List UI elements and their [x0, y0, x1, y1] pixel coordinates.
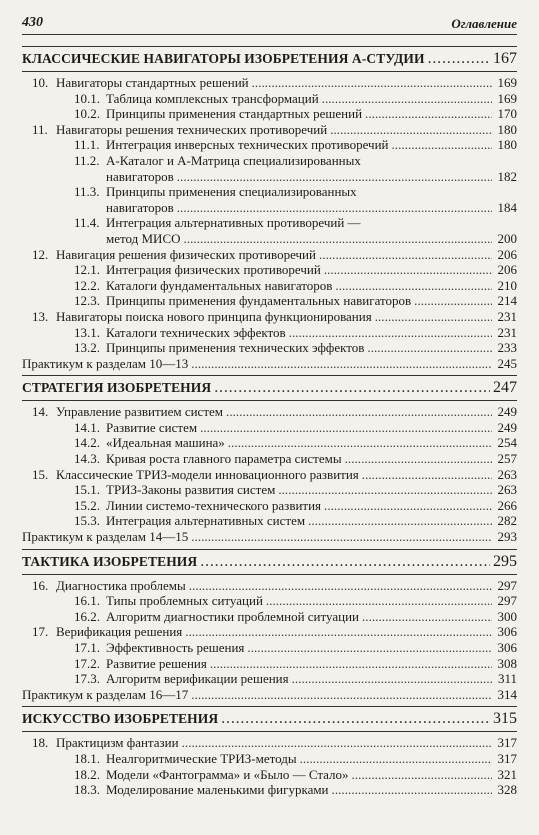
leader-dots [332, 782, 492, 798]
entry-page: 306 [497, 640, 517, 655]
leader-dots [292, 671, 492, 687]
entry-page: 308 [497, 655, 517, 671]
table-of-contents [22, 46, 517, 801]
leader-dots [226, 404, 492, 420]
toc-section [22, 375, 517, 544]
entry-page: 306 [497, 624, 517, 640]
entry-title: Моделирование маленькими фигурками [106, 782, 329, 798]
entry-page: 321 [497, 766, 517, 782]
section-page: 247 [493, 379, 517, 397]
entry-number: 16. [32, 577, 49, 593]
entry-page: 263 [497, 482, 517, 498]
leader-dots [189, 578, 492, 594]
entry-number: 15.2. [74, 497, 100, 513]
toc-entry [22, 593, 517, 609]
entry-title: Каталоги технических эффектов [106, 324, 286, 340]
entry-page: 257 [497, 451, 517, 467]
entry-page: 300 [497, 608, 517, 624]
entry-page: 317 [497, 750, 517, 766]
toc-entry [22, 751, 517, 767]
entry-title: Классические ТРИЗ-модели инновационного развития [56, 466, 359, 482]
entry-page: 170 [497, 106, 517, 122]
entry-number: 13.1. [74, 324, 100, 340]
leader-dots [210, 656, 492, 672]
entry-number: 18.2. [74, 766, 100, 782]
entry-title: Кривая роста главного параметра системы [106, 451, 342, 467]
entry-number: 13.2. [74, 340, 100, 356]
toc-section [22, 46, 517, 371]
entry-title: А-Каталог и А-Матрица специализированных [106, 152, 361, 168]
leader-dots [375, 309, 492, 325]
entry-number: 16.2. [74, 608, 100, 624]
entry-title: Неалгоритмические ТРИЗ-методы [106, 750, 297, 766]
toc-entry [22, 782, 517, 798]
entry-number: 12.2. [74, 277, 100, 293]
toc-entry [22, 262, 517, 278]
toc-entry [22, 640, 517, 656]
toc-entry [22, 404, 517, 420]
entry-title: Типы проблемных ситуаций [106, 593, 263, 609]
entry-page: 263 [497, 466, 517, 482]
leader-dots [221, 707, 490, 731]
leader-dots [392, 137, 493, 153]
entry-number: 15.3. [74, 513, 100, 529]
entry-number: 18.3. [74, 782, 100, 798]
leader-dots [428, 47, 490, 71]
toc-entry [22, 340, 517, 356]
leader-dots [252, 75, 492, 91]
entry-title-continued: навигаторов [106, 168, 174, 184]
entry-title: Навигаторы стандартных решений [56, 75, 249, 90]
entry-title: Принципы применения фундаментальных навигаторов [106, 293, 412, 309]
toc-entry [22, 215, 517, 246]
entry-number: 17.2. [74, 655, 100, 671]
running-header [22, 8, 517, 35]
leader-dots [191, 529, 492, 545]
entry-title: Интеграция альтернативных систем [106, 513, 306, 529]
toc-entry [22, 309, 517, 325]
entry-title: Практикум к разделам 10—13 [22, 355, 189, 371]
entry-page: 293 [497, 529, 517, 545]
section-heading [22, 46, 517, 72]
entry-title: Интеграция альтернативных противоречий — [106, 215, 361, 231]
entry-title: Линии системо-технического развития [106, 497, 322, 513]
leader-dots [200, 420, 492, 436]
entry-title: Развитие систем [106, 419, 198, 435]
entry-number: 10. [32, 75, 49, 90]
toc-entry [22, 609, 517, 625]
toc-entry [22, 687, 517, 703]
entry-number: 18.1. [74, 750, 100, 766]
section-title: ТАКТИКА ИЗОБРЕТЕНИЯ [22, 553, 198, 569]
leader-dots [362, 609, 492, 625]
toc-section [22, 549, 517, 703]
entry-page: 328 [497, 782, 517, 798]
entry-title: Интеграция физических противоречий [106, 262, 321, 278]
leader-dots [200, 550, 490, 574]
entry-number: 14. [32, 404, 49, 420]
toc-entry [22, 153, 517, 184]
section-page: 295 [493, 552, 517, 570]
entry-title: Каталоги фундаментальных навигаторов [106, 277, 333, 293]
section-page: 315 [493, 710, 517, 728]
entry-number: 10.2. [74, 106, 100, 122]
leader-dots [177, 169, 492, 185]
leader-dots [367, 340, 492, 356]
leader-dots [324, 498, 492, 514]
entry-title: Принципы применения технических эффектов [106, 340, 365, 356]
toc-entry [22, 482, 517, 498]
entry-title-continued: навигаторов [106, 199, 174, 215]
leader-dots [228, 435, 492, 451]
entry-title: Практикум к разделам 16—17 [22, 686, 189, 702]
entry-title: Верификация решения [56, 624, 183, 640]
leader-dots [319, 247, 492, 263]
entry-page: 200 [497, 230, 517, 246]
leader-dots [289, 325, 492, 341]
leader-dots [266, 593, 492, 609]
entry-title: Диагностика проблемы [56, 577, 186, 593]
entry-number: 17.3. [74, 671, 100, 687]
entry-title: Принципы применения специализированных [106, 184, 357, 200]
entry-title: Интеграция инверсных технических противоречий [106, 137, 389, 153]
leader-dots [191, 356, 492, 372]
toc-entry [22, 513, 517, 529]
toc-entry [22, 137, 517, 153]
toc-entry [22, 767, 517, 783]
entry-page: 317 [497, 735, 517, 751]
entry-page: 297 [497, 593, 517, 609]
entry-page: 297 [497, 577, 517, 593]
entry-number: 15.1. [74, 482, 100, 498]
entry-title: Практицизм фантазии [56, 735, 179, 751]
entry-page: 169 [497, 90, 517, 106]
toc-entry [22, 91, 517, 107]
leader-dots [365, 106, 492, 122]
entry-number: 11.3. [74, 184, 100, 200]
leader-dots [300, 751, 492, 767]
toc-entry [22, 451, 517, 467]
toc-entry [22, 578, 517, 594]
entry-page: 233 [497, 340, 517, 356]
section-title: КЛАССИЧЕСКИЕ НАВИГАТОРЫ ИЗОБРЕТЕНИЯ А-СТУДИИ [22, 51, 425, 66]
entry-page: 210 [497, 277, 517, 293]
section-title: ИСКУССТВО ИЗОБРЕТЕНИЯ [22, 711, 219, 727]
toc-entry [22, 498, 517, 514]
leader-dots [335, 278, 492, 294]
toc-entry [22, 656, 517, 672]
toc-entry [22, 122, 517, 138]
entry-page: 245 [497, 355, 517, 371]
entry-number: 13. [32, 308, 49, 324]
section-heading [22, 375, 517, 401]
entry-number: 11.1. [74, 137, 100, 153]
entry-number: 12.3. [74, 293, 100, 309]
toc-entry [22, 735, 517, 751]
section-title: СТРАТЕГИЯ ИЗОБРЕТЕНИЯ [22, 380, 212, 396]
leader-dots [185, 624, 492, 640]
toc-entry [22, 75, 517, 91]
toc-entry [22, 325, 517, 341]
toc-entry [22, 247, 517, 263]
entry-page: 249 [497, 419, 517, 435]
entry-title: Навигаторы поиска нового принципа функционирования [56, 308, 372, 324]
entry-title: Принципы применения стандартных решений [106, 106, 363, 122]
toc-entry [22, 184, 517, 215]
entry-title-continued: метод МИСО [106, 230, 181, 246]
entry-title: Навигация решения физических противоречий [56, 246, 316, 262]
entry-page: 206 [497, 262, 517, 278]
entry-page: 184 [497, 199, 517, 215]
entry-page: 182 [497, 168, 517, 184]
entry-page: 266 [497, 497, 517, 513]
entry-number: 17.1. [74, 640, 100, 655]
entry-page: 169 [497, 75, 517, 90]
entry-title: Управление развитием систем [56, 404, 224, 420]
entry-number: 11.2. [74, 152, 100, 168]
section-page: 167 [493, 50, 517, 67]
page-number: 430 [22, 15, 43, 30]
toc-entry [22, 671, 517, 687]
leader-dots [322, 91, 492, 107]
entry-title: Практикум к разделам 14—15 [22, 529, 189, 545]
entry-title: Эффективность решения [106, 640, 245, 655]
entry-number: 14.2. [74, 435, 100, 451]
running-title: Оглавление [451, 16, 517, 31]
leader-dots [214, 376, 490, 400]
leader-dots [182, 735, 492, 751]
toc-entry [22, 467, 517, 483]
entry-number: 11. [32, 121, 48, 137]
entry-number: 16.1. [74, 593, 100, 609]
entry-page: 214 [497, 293, 517, 309]
entry-number: 15. [32, 466, 49, 482]
entry-title: Развитие решения [106, 655, 207, 671]
entry-page: 231 [497, 308, 517, 324]
entry-number: 18. [32, 735, 49, 751]
entry-number: 12. [32, 246, 49, 262]
leader-dots [191, 687, 492, 703]
entry-title: «Идеальная машина» [106, 435, 225, 451]
toc-entry [22, 435, 517, 451]
section-heading [22, 706, 517, 732]
entry-title: Алгоритм верификации решения [106, 671, 289, 687]
leader-dots [184, 231, 492, 247]
entry-page: 180 [497, 137, 517, 153]
toc-entry [22, 624, 517, 640]
entry-title: Модели «Фантограмма» и «Было — Стало» [106, 766, 349, 782]
leader-dots [324, 262, 492, 278]
entry-title: Таблица комплексных трансформаций [106, 90, 319, 106]
leader-dots [247, 640, 492, 656]
toc-entry [22, 356, 517, 372]
toc-section [22, 706, 517, 797]
entry-page: 311 [497, 671, 517, 687]
toc-entry [22, 293, 517, 309]
toc-entry [22, 420, 517, 436]
toc-entry [22, 529, 517, 545]
leader-dots [177, 200, 492, 216]
entry-page: 254 [497, 435, 517, 451]
leader-dots [352, 767, 492, 783]
entry-page: 282 [497, 513, 517, 529]
entry-title: ТРИЗ-Законы развития систем [106, 482, 276, 498]
leader-dots [330, 122, 492, 138]
entry-page: 206 [497, 246, 517, 262]
leader-dots [345, 451, 492, 467]
entry-page: 314 [497, 686, 517, 702]
entry-page: 231 [497, 324, 517, 340]
toc-entry [22, 106, 517, 122]
entry-number: 17. [32, 624, 49, 640]
entry-number: 11.4. [74, 215, 100, 231]
entry-number: 10.1. [74, 90, 100, 106]
entry-page: 249 [497, 404, 517, 420]
toc-entry [22, 278, 517, 294]
entry-title: Алгоритм диагностики проблемной ситуации [106, 608, 359, 624]
entry-title: Навигаторы решения технических противоречий [56, 121, 328, 137]
leader-dots [308, 513, 492, 529]
leader-dots [414, 293, 492, 309]
entry-number: 14.1. [74, 419, 100, 435]
leader-dots [362, 467, 492, 483]
entry-number: 14.3. [74, 451, 100, 467]
section-heading [22, 549, 517, 575]
entry-number: 12.1. [74, 262, 100, 278]
leader-dots [278, 482, 492, 498]
entry-page: 180 [497, 121, 517, 137]
